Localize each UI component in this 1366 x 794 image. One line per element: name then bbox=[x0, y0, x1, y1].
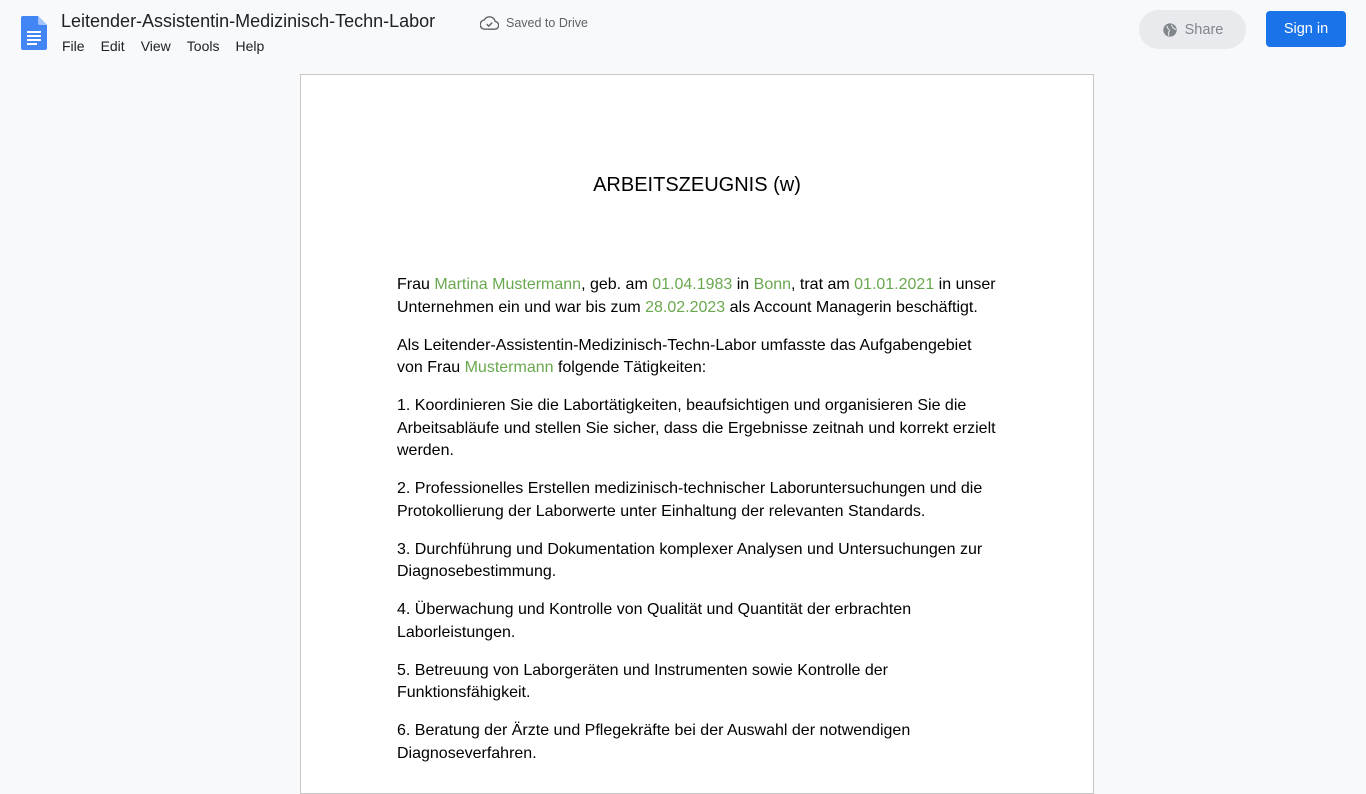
employee-name: Martina Mustermann bbox=[434, 276, 582, 293]
end-date: 28.02.2023 bbox=[645, 298, 726, 316]
text-run: , trat am bbox=[791, 276, 855, 293]
menu-bar bbox=[54, 37, 272, 55]
text-run: Frau bbox=[397, 276, 435, 293]
birth-city: Bonn bbox=[753, 276, 792, 293]
menu-view[interactable]: View bbox=[140, 38, 171, 54]
document-page[interactable] bbox=[300, 74, 1094, 794]
text-run: folgende Tätigkeiten: bbox=[553, 359, 707, 376]
text-run: Als Leitender-Assistentin-Medizinisch-Techn-Labor umfasste das Aufgabengebiet von Frau bbox=[397, 336, 972, 376]
share-button[interactable] bbox=[1139, 10, 1246, 49]
birth-date: 01.04.1983 bbox=[652, 276, 733, 293]
duty-item-2: 2. Professionelles Erstellen medizinisch-technischer Laboruntersuchungen und die Protokollierung der Laborwerte unter Einhaltung der relevanten Standards. bbox=[397, 480, 983, 520]
duty-item-5: 5. Betreuung von Laborgeräten und Instrumenten sowie Kontrolle der Funktionsfähigkeit. bbox=[397, 661, 888, 701]
document-title[interactable]: Leitender-Assistentin-Medizinisch-Techn-Labor bbox=[61, 11, 436, 31]
menu-file[interactable]: File bbox=[62, 38, 85, 54]
document-body bbox=[397, 274, 997, 781]
menu-tools[interactable]: Tools bbox=[186, 38, 220, 54]
menu-help[interactable]: Help bbox=[235, 38, 265, 54]
duties-intro-paragraph bbox=[397, 335, 997, 380]
start-date: 01.01.2021 bbox=[854, 276, 935, 293]
share-label: Share bbox=[1184, 21, 1224, 38]
text-run: in unser Unternehmen ein und war bis zum bbox=[397, 276, 996, 316]
menu-edit[interactable]: Edit bbox=[100, 38, 125, 54]
text-run: in bbox=[732, 276, 754, 293]
save-status[interactable] bbox=[480, 14, 588, 32]
duty-item-6: 6. Beratung der Ärzte und Pflegekräfte bei der Auswahl der notwendigen Diagnoseverfahren. bbox=[397, 722, 911, 762]
employee-surname: Mustermann bbox=[464, 359, 554, 376]
duty-item-1: 1. Koordinieren Sie die Labortätigkeiten, beaufsichtigen und organisieren Sie die Arbeitsabläufe und stellen Sie sicher, dass die Ergebnisse zeitnah und korrekt erzielt werden. bbox=[397, 397, 996, 459]
globe-icon bbox=[1162, 22, 1178, 38]
intro-paragraph bbox=[397, 274, 997, 319]
cloud-done-icon bbox=[480, 16, 499, 30]
sign-in-button[interactable]: Sign in bbox=[1266, 11, 1346, 47]
document-heading: ARBEITSZEUGNIS (w) bbox=[593, 174, 801, 196]
duty-item-4: 4. Überwachung und Kontrolle von Qualität und Quantität der erbrachten Laborleistungen. bbox=[397, 601, 912, 641]
text-run: , geb. am bbox=[581, 276, 653, 293]
top-bar bbox=[0, 0, 1366, 64]
google-docs-icon[interactable] bbox=[21, 16, 47, 50]
save-status-label: Saved to Drive bbox=[506, 16, 588, 30]
duty-item-3: 3. Durchführung und Dokumentation komplexer Analysen und Untersuchungen zur Diagnosebestimmung. bbox=[397, 540, 983, 580]
text-run: als Account Managerin beschäftigt. bbox=[725, 298, 978, 316]
